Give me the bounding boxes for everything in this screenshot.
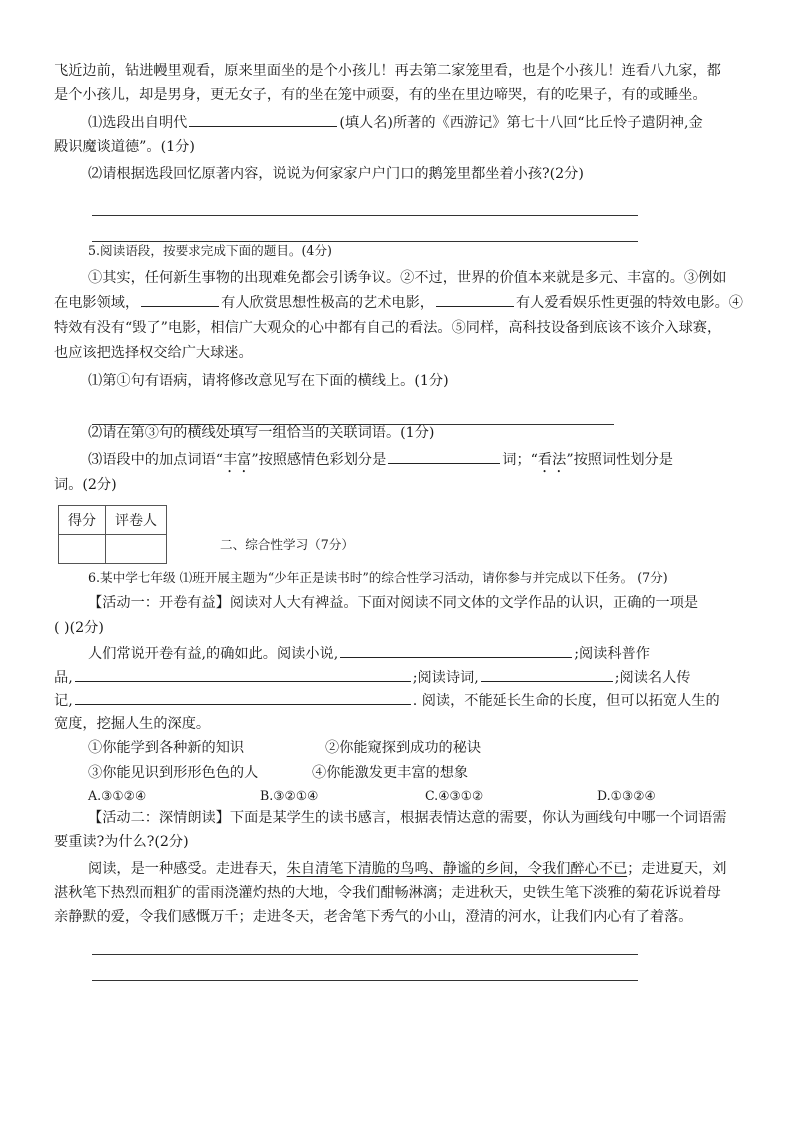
question-5-2: ⑵请在第③句的横线处填写一组恰当的关联词语。(1分) — [88, 425, 435, 441]
grader-cell[interactable] — [106, 535, 167, 564]
choice-a[interactable]: A.③①②④ — [88, 788, 147, 803]
activity-1-cont: ( )(2分) — [54, 620, 104, 636]
option-4: ④你能激发更丰富的想象 — [312, 765, 469, 781]
passage-line: 是个小孩儿，却是男身，更无女子，有的坐在笼中顽耍，有的坐在里边啼哭，有的吃果子，有的或睡坐。 — [54, 87, 707, 103]
question-5: 5.阅读语段，按要求完成下面的题目。(4分) — [88, 243, 332, 258]
answer-blank[interactable] — [189, 112, 337, 127]
answer-line[interactable] — [92, 954, 638, 955]
reading-text: 湛秋笔下热烈而粗犷的雷雨浇灌灼热的大地，令我们酣畅淋漓；走进秋天，史铁生笔下淡雅的菊花诉说着母 — [54, 885, 721, 901]
score-cell[interactable] — [59, 535, 106, 564]
q5-paragraph-line: 在电影领域， 有人欣赏思想性极高的艺术电影， 有人爱看娱乐性更强的特效电影。④ — [54, 292, 744, 314]
reading-text: 亲静默的爱，令我们感慨万千；走进冬天，老舍笔下秀气的小山，澄清的河水，让我们内心有了着落。 — [54, 909, 693, 925]
question-4-2: ⑵请根据选段回忆原著内容，说说为何家家户户门口的鹅笼里都坐着小孩?(2分) — [88, 166, 584, 182]
q5-paragraph-line: ①其实，任何新生事物的出现难免都会引诱争议。②不过，世界的价值本来就是多元、丰富的。③例如 — [88, 270, 727, 286]
activity-1: 【活动一：开卷有益】阅读对人大有裨益。下面对阅读不同文体的文学作品的认识，正确的一项是 — [88, 595, 699, 611]
activity-2-cont: 要重读?为什么?(2分) — [54, 834, 189, 850]
score-table — [58, 505, 167, 564]
option-3: ③你能见识到形形色色的人 — [88, 765, 259, 781]
activity-1-text: 宽度，挖掘人生的深度。 — [54, 716, 211, 732]
underlined-sentence: 朱自清笔下清脆的鸟鸣、静谧的乡间，令我们醉心不已 — [286, 861, 628, 877]
question-6: 6.某中学七年级 ⑴班开展主题为“少年正是读书时”的综合性学习活动，请你参与并完成以下任务。 (7分) — [88, 570, 668, 585]
grader-label: 评卷人 — [106, 506, 167, 535]
answer-blank[interactable] — [436, 292, 514, 307]
question-5-1: ⑴第①句有语病，请将修改意见写在下面的横线上。(1分) — [88, 373, 449, 389]
score-label: 得分 — [59, 506, 106, 535]
choice-c[interactable]: C.④③①② — [425, 788, 484, 803]
reading-text: 阅读，是一种感受。走进春天，朱自清笔下清脆的鸟鸣、静谧的乡间，令我们醉心不已；走进夏天，刘 — [88, 861, 727, 877]
answer-line[interactable] — [92, 215, 638, 216]
answer-blank[interactable] — [75, 667, 411, 682]
question-4-1-cont: 殿识魔谈道德”。(1分) — [54, 139, 195, 155]
answer-blank[interactable] — [481, 667, 613, 682]
option-1: ①你能学到各种新的知识 — [88, 740, 245, 756]
answer-blank[interactable] — [75, 690, 411, 705]
question-4-1: ⑴选段出自明代 (填人名)所著的《西游记》第七十八回“比丘怜子遣阴神,金 — [88, 112, 778, 134]
answer-line[interactable] — [92, 980, 638, 981]
section-heading: 二、综合性学习（7分） — [220, 537, 354, 552]
answer-blank[interactable] — [388, 449, 500, 464]
passage-line: 飞近边前，钻进幔里观看，原来里面坐的是个小孩儿！再去第二家笼里看，也是个小孩儿！连看八九家，都 — [54, 63, 721, 79]
answer-blank[interactable] — [340, 643, 572, 658]
q5-paragraph-line: 特效有没有“毁了”电影，相信广大观众的心中都有自己的看法。⑤同样，高科技设备到底该不该介入球赛， — [54, 320, 722, 336]
q5-paragraph-line: 也应该把选择权交给广大球迷。 — [54, 345, 253, 361]
option-2: ②你能窥探到成功的秘诀 — [325, 740, 482, 756]
activity-2: 【活动二：深情朗读】下面是某学生的读书感言，根据表情达意的需要，你认为画线句中哪一个词语需 — [88, 810, 727, 826]
activity-1-text: 品, ;阅读诗词, ;阅读名人传 — [54, 667, 744, 689]
choice-d[interactable]: D.①③②④ — [597, 788, 656, 803]
activity-1-text: 人们常说开卷有益,的确如此。阅读小说, ;阅读科普作 — [88, 643, 778, 665]
answer-blank[interactable] — [141, 292, 219, 307]
question-5-3: ⑶语段中的加点词语“丰富”按照感情色彩划分是 词；“看法”按照词性划分是 — [88, 449, 778, 476]
activity-1-text: 记, . 阅读，不能延长生命的长度，但可以拓宽人生的 — [54, 690, 744, 712]
question-5-3-cont: 词。(2分) — [54, 477, 117, 493]
choice-b[interactable]: B.③②①④ — [260, 788, 319, 803]
